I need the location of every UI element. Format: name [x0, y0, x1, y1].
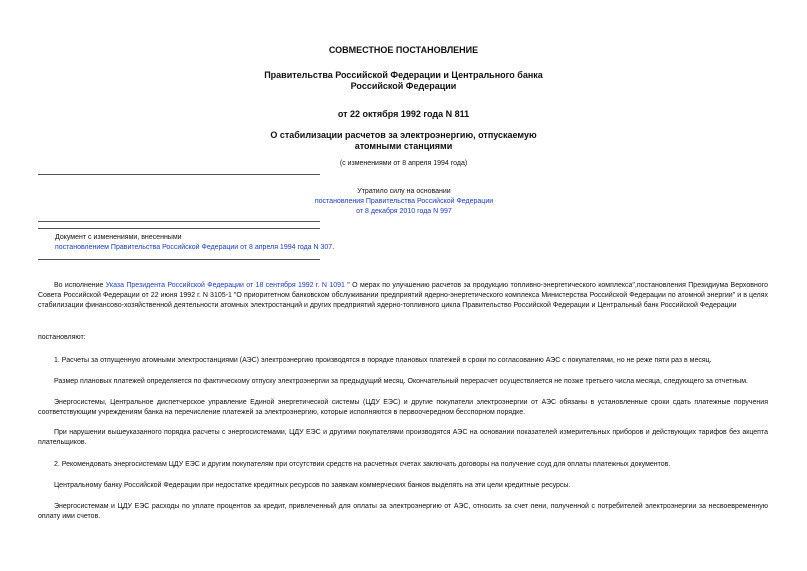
paragraph-4: При нарушении вышеуказанного порядка расчеты с энергосистемами, ЦДУ ЕЭС и другими покупателями производятся АЭС на основании показателей измерительных приборов и действующих тарифов без акцепта плательщиков.	[38, 429, 768, 446]
paragraph-2: Размер плановых платежей определяется по фактическому отпуску электроэнергии за предыдущий месяц. Окончательный перерасчет осуществляется не позже третьего числа месяца, следующего за отчетным.	[54, 378, 748, 385]
document-note	[55, 233, 334, 253]
paragraph-6: Центральному банку Российской Федерации при недостатке кредитных ресурсов по заявкам коммерческих банков выделять на эти цели кредитные ресурсы.	[54, 482, 571, 489]
document-note-tail: .	[332, 244, 335, 251]
subject-line-1: О стабилизации расчетов за электроэнергию, отпускаемую	[270, 130, 537, 140]
subject-line-2: атомными станциями	[354, 141, 453, 151]
separator-line	[38, 221, 320, 222]
date-number: от 22 октября 1992 года N 811	[337, 109, 470, 119]
paragraph-5: 2. Рекомендовать энергосистемам ЦДУ ЕЭС и другим покупателям при отсутствии средств на расчетных счетах заключать договоры на получение ссуд для оплаты платежных документов.	[54, 461, 671, 468]
document-title: СОВМЕСТНОЕ ПОСТАНОВЛЕНИЕ	[328, 45, 479, 55]
paragraph-7: Энергосистемам и ЦДУ ЕЭС расходы по уплате процентов за кредит, привлеченный для оплаты за электроэнергию от АЭС, относить за счет пени, полученной с потребителей электроэнергии за несвоевременную оплату ими счетов.	[38, 503, 768, 520]
separator-line	[38, 174, 320, 175]
document-note-text: Документ с изменениями, внесенными	[55, 234, 182, 241]
amendment-link[interactable]: постановлением Правительства Российской Федерации от 8 апреля 1994 года N 307	[55, 244, 333, 251]
resolves-label: постановляют:	[38, 334, 86, 341]
repealed-link-line-1[interactable]: постановления Правительства Российской Федерации	[314, 198, 494, 205]
repealed-link-line-2[interactable]: от 8 декабря 2010 года N 997	[356, 208, 452, 215]
paragraph-3: Энергосистемы, Центральное диспетчерское управление Единой энергетической системы (ЦДУ ЕЭС) и другие покупатели электроэнергии от АЭС обязаны в установленные сроки сдать платежные поручения соответствующим учреждениям банка на перечисление платежей за электроэнергию, которые исполняются в первоочередном бесспорном порядке.	[38, 399, 768, 416]
paragraph-1: 1. Расчеты за отпущенную атомными электростанциями (АЭС) электроэнергию производятся в порядке плановых платежей в сроки по согласованию АЭС с покупателями, но не реже пяти раз в месяц.	[54, 357, 712, 364]
decree-link[interactable]: Указа Президента Российской Федерации от 18 сентября 1992 г. N 1091	[105, 282, 345, 289]
separator-line	[38, 259, 320, 260]
amendments-note: (с изменениями от 8 апреля 1994 года)	[339, 160, 468, 167]
repealed-block	[300, 187, 508, 217]
separator-line	[38, 228, 320, 229]
issuer-line-1: Правительства Российской Федерации и Центрального банка	[264, 70, 543, 80]
intro-paragraph: Во исполнение Указа Президента Российской Федерации от 18 сентября 1992 г. N 1091 " О мерах по улучшению расчетов за продукцию топливно-энергетического комплекса",постановления Президиума Верховного Совета Российской Федерации от 22 июня 1992 г. N 3105-1 "О приоритетном банковском обслуживании предприятий ядерно-энергетического комплекса Министерства Российской Федерации по атомной энергии" и в целях стабилизации финансово-хозяйственной деятельности атомных электростанций и других предприятий ядерно-топливного цикла Правительство Российской Федерации и Центральный банк Российской Федерации	[38, 282, 768, 309]
issuer-line-2: Российской Федерации	[350, 81, 457, 91]
repealed-text: Утратило силу на основании	[357, 188, 451, 195]
